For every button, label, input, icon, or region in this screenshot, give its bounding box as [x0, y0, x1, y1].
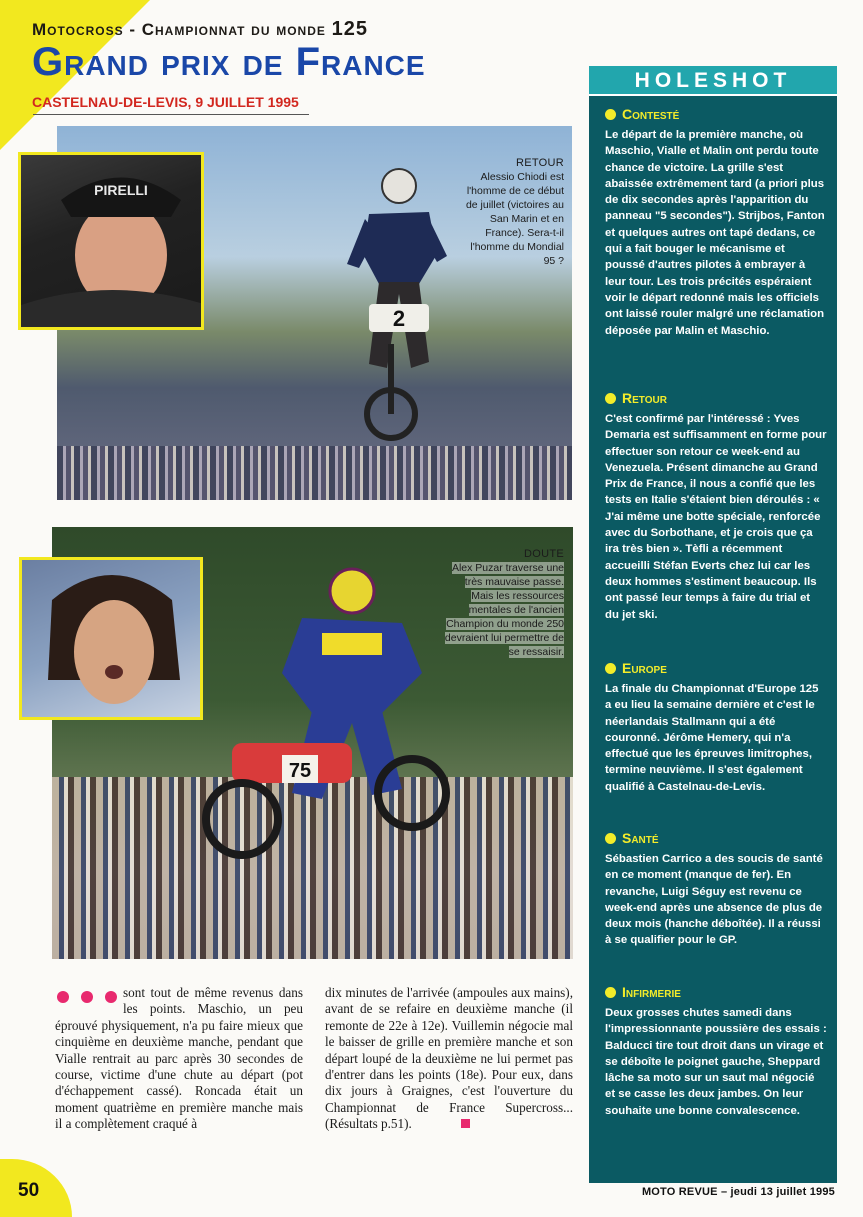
sidebar-paragraph: La finale du Championnat d'Europe 125 a eu lieu la semaine dernière et c'est le néerlandais Stallmann qui a été couronné. Jérôme Hemery, qui n'a effectué que les épreuves limitrophes, termine neuvième. Il s'est également qualifié à Castelnau-de-Levis. — [605, 683, 819, 793]
page-title: Grand prix de France — [32, 40, 426, 84]
yellow-bullet-icon — [605, 393, 616, 404]
sidebar-heading-text: Europe — [622, 660, 667, 676]
end-mark — [461, 1119, 470, 1128]
sidebar-paragraph: C'est confirmé par l'intéressé : Yves Demaria est suffisamment en forme pour effectuer son retour ce week-end au Venezuela. Présent dimanche au Grand Prix de France, il nous a confié que les tests en Italie s'étaient bien déroulés : « J'ai même une botte spéciale, renforcée avec du Sorbothane, et je crois que ça ira très bien ». Tèfli a récemment accueilli Stéfan Everts chez lui car les deux hommes s'estiment beaucoup. Ils ont passé leur temps à faire du trial et du jet ski. — [605, 413, 827, 621]
sidebar-heading-text: Contesté — [622, 106, 680, 122]
portrait-chiodi — [18, 152, 204, 330]
caption-doute-title: DOUTE — [524, 548, 564, 560]
sidebar-heading — [605, 106, 827, 122]
sidebar-paragraph: Le départ de la première manche, où Maschio, Vialle et Malin ont perdu toute chance de victoire. La grille s'est abaissée extrêmement tard (a priori plus de dix secondes après l'apparition du panneau "5 secondes"). Strijbos, Fanton et quelques autres ont tapé dedans, ce qui a fait bouger le mécanisme et poussé d'autres pilotes à embrayer à leur tour. Les trois précités espéraient voir le départ redonné mais les officiels ont laissé rouler malgré une réclamation déposée par Malin et Maschio. — [605, 129, 825, 337]
kicker-number: 125 — [331, 18, 368, 40]
pink-dot — [81, 991, 93, 1003]
portrait-puzar — [19, 557, 203, 720]
rider-jump-2 — [202, 563, 462, 863]
sidebar-heading — [605, 984, 827, 1000]
yellow-bullet-icon — [605, 833, 616, 844]
sidebar-section-europe — [605, 660, 827, 795]
page-subtitle: CASTELNAU-DE-LEVIS, 9 JUILLET 1995 — [32, 94, 299, 110]
sidebar-paragraph: Deux grosses chutes samedi dans l'impressionnante poussière des essais : Balducci tire tout droit dans un virage et se déboîte le poignet gauche, Sheppard lâche sa moto sur un saut mal négocié et se casse les deux jambes. On leur souhaite une bonne convalescence. — [605, 1007, 827, 1117]
sidebar-paragraph: Sébastien Carrico a des soucis de santé en ce moment (manque de fer). En revanche, Luigi Séguy est revenu ce week-end après une absence de plus de deux mois (hanche déboîtée). Il a réussi à se qualifier pour le GP. — [605, 853, 823, 947]
sidebar-heading-text: Retour — [622, 390, 667, 406]
caption-retour-body: Alessio Chiodi est l'homme de ce début de juillet (victoires au San Marin et en France). Sera-t-il l'homme du Mondial 95 ? — [465, 171, 564, 267]
sidebar-section-conteste — [605, 106, 827, 339]
sidebar-section-infirmerie — [605, 984, 827, 1119]
yellow-bullet-icon — [605, 987, 616, 998]
sidebar-section-sante — [605, 830, 827, 949]
rider2-number: 75 — [288, 760, 312, 782]
rider-jump-1 — [329, 164, 459, 444]
pink-dot — [57, 991, 69, 1003]
sidebar-heading — [605, 390, 827, 406]
page-number: 50 — [18, 1180, 40, 1201]
sidebar-heading — [605, 660, 827, 676]
yellow-bullet-icon — [605, 109, 616, 120]
cap-logo-text: PIRELLI — [94, 182, 148, 198]
sidebar-heading-text: Infirmerie — [622, 984, 681, 1000]
caption-retour — [462, 156, 564, 268]
article-column-2 — [325, 985, 573, 1133]
bullet-dots — [55, 985, 123, 1003]
sidebar-heading-text: Santé — [622, 830, 659, 846]
kicker — [32, 18, 368, 41]
caption-retour-title: RETOUR — [515, 157, 564, 169]
rider1-number: 2 — [392, 306, 406, 331]
pink-dot — [105, 991, 117, 1003]
kicker-text: Motocross - Championnat du monde — [32, 20, 326, 39]
magazine-footer: MOTO REVUE – jeudi 13 juillet 1995 — [641, 1186, 835, 1198]
yellow-bullet-icon — [605, 663, 616, 674]
caption-doute — [440, 547, 564, 659]
title-divider — [33, 114, 309, 115]
holeshot-sidebar — [589, 66, 837, 1183]
crowd — [57, 446, 572, 500]
article-column-1 — [55, 985, 303, 1133]
caption-doute-body: Alex Puzar traverse une très mauvaise passe. Mais les ressources mentales de l'ancien Champion du monde 250 devraient lui permettre de se ressaisir. — [444, 562, 564, 658]
article-text-2: dix minutes de l'arrivée (ampoules aux mains), avant de se refaire en deuxième manche (il remonte de 22e à 12e). Vuillemin négocie mal le baisser de grille en première manche et son départ loupé de la deuxième ne lui permet pas d'entrer dans les points (18e). Pour eux, dans dix jours à Graignes, c'est l'ouverture du Championnat de France Supercross... (Résultats p.51). — [325, 985, 573, 1132]
sidebar-title: HOLESHOT — [589, 66, 837, 96]
sidebar-section-retour — [605, 390, 827, 623]
article-text-1: sont tout de même revenus dans les points. Maschio, un peu éprouvé physiquement, n'a pu faire mieux que cinquième en deuxième manche, pendant que Vialle rentrait au parc après 30 secondes de course, victime d'une chute au départ (pot d'échappement cassé). Roncada était un moment quatrième en première manche mais il a complètement craqué à — [55, 985, 303, 1132]
sidebar-heading — [605, 830, 827, 846]
